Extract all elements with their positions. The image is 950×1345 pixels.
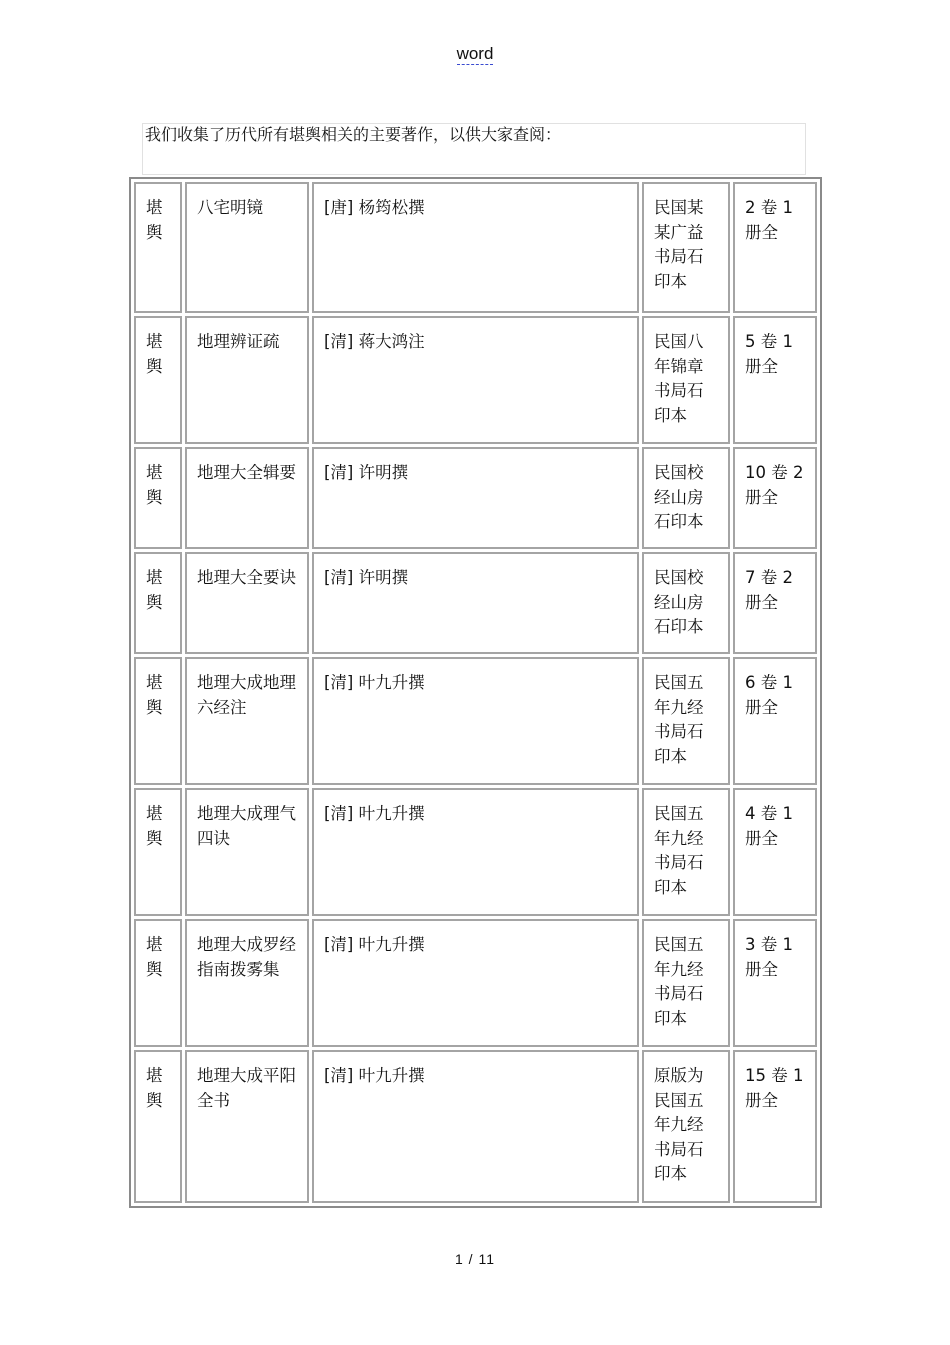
category-cell: 堪舆 bbox=[134, 182, 182, 313]
author-cell: [唐] 杨筠松撰 bbox=[312, 182, 639, 313]
table-row bbox=[134, 552, 817, 654]
table-row bbox=[134, 919, 817, 1047]
volumes-cell: 6 卷 1 册全 bbox=[733, 657, 817, 785]
volumes-cell: 4 卷 1 册全 bbox=[733, 788, 817, 916]
page-number: 1 / 11 bbox=[455, 1251, 495, 1267]
volumes-cell: 5 卷 1 册全 bbox=[733, 316, 817, 444]
volumes-cell: 15 卷 1 册全 bbox=[733, 1050, 817, 1203]
title-cell: 地理大全辑要 bbox=[185, 447, 309, 549]
title-cell: 地理辨证疏 bbox=[185, 316, 309, 444]
author-cell: [清] 蒋大鸿注 bbox=[312, 316, 639, 444]
edition-cell: 民国八年锦章书局石印本 bbox=[642, 316, 730, 444]
intro-box bbox=[142, 123, 806, 175]
author-cell: [清] 许明撰 bbox=[312, 552, 639, 654]
title-cell: 地理大成平阳全书 bbox=[185, 1050, 309, 1203]
edition-cell: 民国五年九经书局石印本 bbox=[642, 657, 730, 785]
volumes-cell: 2 卷 1 册全 bbox=[733, 182, 817, 313]
category-cell: 堪舆 bbox=[134, 552, 182, 654]
author-cell: [清] 叶九升撰 bbox=[312, 788, 639, 916]
page-header bbox=[0, 44, 950, 64]
category-cell: 堪舆 bbox=[134, 447, 182, 549]
book-table bbox=[129, 177, 822, 1208]
edition-cell: 原版为民国五年九经书局石印本 bbox=[642, 1050, 730, 1203]
table-row bbox=[134, 1050, 817, 1203]
category-cell: 堪舆 bbox=[134, 1050, 182, 1203]
edition-cell: 民国五年九经书局石印本 bbox=[642, 919, 730, 1047]
table-row bbox=[134, 182, 817, 313]
edition-cell: 民国某某广益书局石印本 bbox=[642, 182, 730, 313]
author-cell: [清] 叶九升撰 bbox=[312, 919, 639, 1047]
edition-cell: 民国校经山房石印本 bbox=[642, 447, 730, 549]
volumes-cell: 7 卷 2 册全 bbox=[733, 552, 817, 654]
category-cell: 堪舆 bbox=[134, 316, 182, 444]
edition-cell: 民国校经山房石印本 bbox=[642, 552, 730, 654]
table-row bbox=[134, 657, 817, 785]
table-row bbox=[134, 447, 817, 549]
title-cell: 地理大成理气四诀 bbox=[185, 788, 309, 916]
author-cell: [清] 叶九升撰 bbox=[312, 1050, 639, 1203]
title-cell: 地理大成罗经指南拨雾集 bbox=[185, 919, 309, 1047]
category-cell: 堪舆 bbox=[134, 657, 182, 785]
title-cell: 地理大成地理六经注 bbox=[185, 657, 309, 785]
table-row bbox=[134, 316, 817, 444]
author-cell: [清] 叶九升撰 bbox=[312, 657, 639, 785]
table-row bbox=[134, 788, 817, 916]
title-cell: 八宅明镜 bbox=[185, 182, 309, 313]
title-cell: 地理大全要诀 bbox=[185, 552, 309, 654]
volumes-cell: 10 卷 2 册全 bbox=[733, 447, 817, 549]
category-cell: 堪舆 bbox=[134, 919, 182, 1047]
volumes-cell: 3 卷 1 册全 bbox=[733, 919, 817, 1047]
header-title: word bbox=[456, 44, 494, 63]
intro-text: 我们收集了历代所有堪舆相关的主要著作，以供大家查阅： bbox=[145, 125, 562, 144]
author-cell: [清] 许明撰 bbox=[312, 447, 639, 549]
category-cell: 堪舆 bbox=[134, 788, 182, 916]
edition-cell: 民国五年九经书局石印本 bbox=[642, 788, 730, 916]
